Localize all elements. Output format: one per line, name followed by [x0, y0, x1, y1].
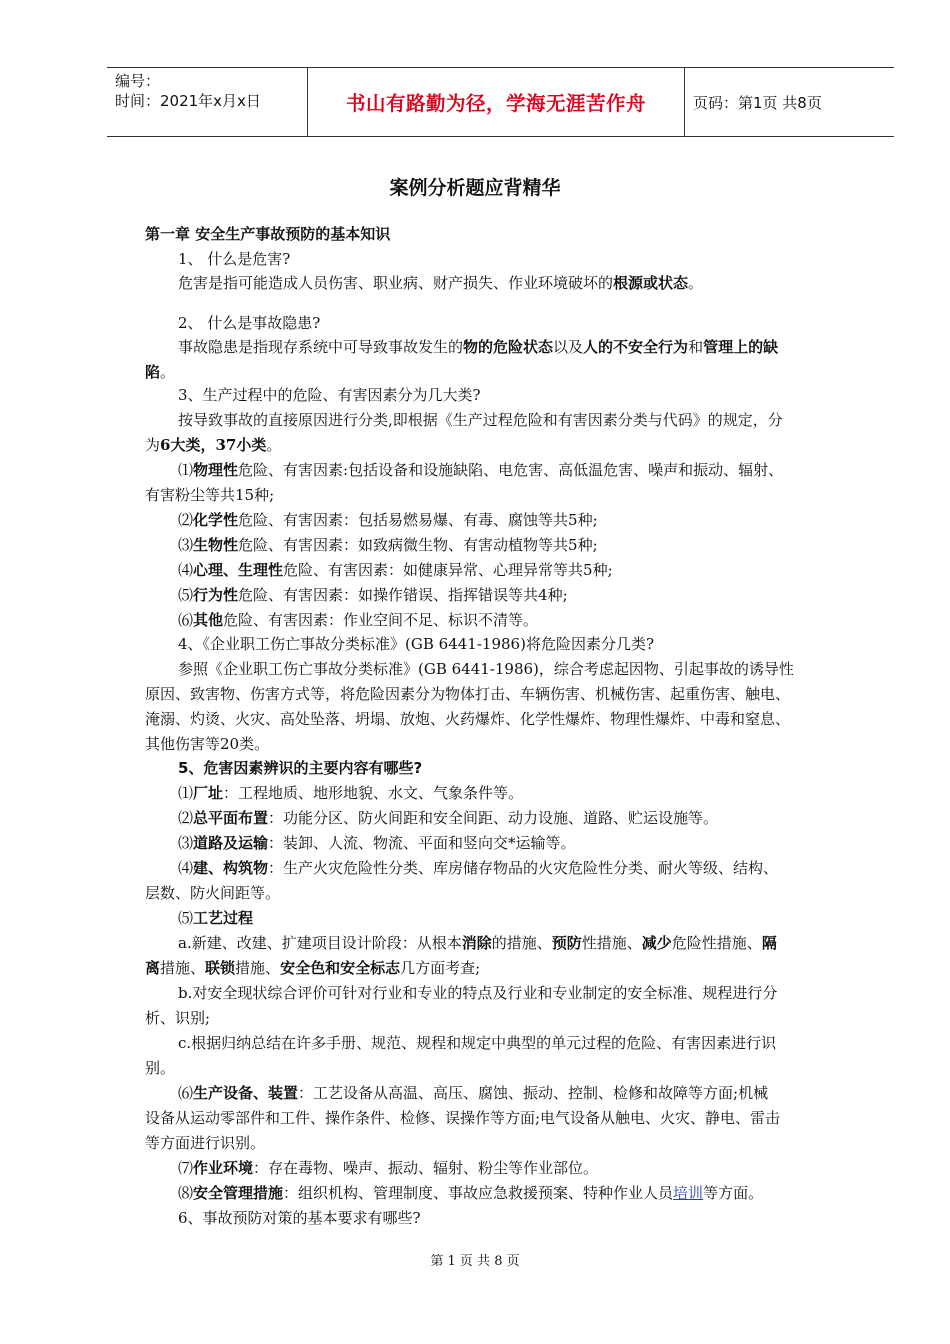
paragraph-line: 有害粉尘等共15种;: [145, 486, 275, 504]
page-title: 案例分析题应背精华: [389, 177, 561, 199]
header-page-cell: [685, 68, 894, 136]
paragraph-line: 原因、致害物、伤害方式等，将危险因素分为物体打击、车辆伤害、机械伤害、起重伤害、触电、: [145, 685, 791, 703]
number-label: 编号：: [115, 72, 161, 90]
list-item: ⑶道路及运输：装卸、人流、物流、平面和竖向交*运输等。: [178, 834, 576, 852]
paragraph-line: 离措施、联锁措施、安全色和安全标志几方面考查;: [145, 959, 481, 977]
list-item: ⑴物理性危险、有害因素:包括设备和设施缺陷、电危害、高低温危害、噪声和振动、辐射、: [178, 461, 784, 479]
paragraph-line: 层数、防火间距等。: [145, 884, 281, 902]
paragraph-line: 按导致事故的直接原因进行分类,即根据《生产过程危险和有害因素分类与代码》的规定，分: [178, 411, 783, 429]
page-footer: 第 1 页 共 8 页: [430, 1254, 520, 1269]
header-meta-cell: [107, 68, 308, 136]
document-header: [107, 67, 894, 137]
list-item: ⑹其他危险、有害因素：作业空间不足、标识不清等。: [178, 611, 539, 629]
paragraph-line: 等方面进行识别。: [145, 1134, 266, 1152]
list-item: ⑷心理、生理性危险、有害因素：如健康异常、心理异常等共5种;: [178, 561, 613, 579]
paragraph-line: 参照《企业职工伤亡事故分类标准》(GB 6441-1986)，综合考虑起因物、引起事故的诱导性: [178, 660, 794, 678]
paragraph-line: 析、识别;: [145, 1009, 211, 1027]
list-item: ⑸行为性危险、有害因素：如操作错误、指挥错误等共4种;: [178, 586, 568, 604]
paragraph-line: b.对安全现状综合评价可针对行业和专业的特点及行业和专业制定的安全标准、规程进行分: [178, 984, 778, 1002]
list-item: ⑸工艺过程: [178, 909, 254, 927]
paragraph-line: 设备从运动零部件和工件、操作条件、检修、误操作等方面;电气设备从触电、火灾、静电、雷击: [145, 1109, 781, 1127]
header-motto-cell: [308, 68, 685, 136]
list-item: ⑶生物性危险、有害因素：如致病微生物、有害动植物等共5种;: [178, 536, 598, 554]
paragraph-line: 陷。: [145, 363, 176, 381]
paragraph-line: 别。: [145, 1059, 176, 1077]
question-2: 2、 什么是事故隐患?: [178, 314, 321, 332]
training-link[interactable]: 培训: [673, 1184, 704, 1202]
page-info: 页码：第1页 共8页: [693, 93, 822, 112]
list-item: ⑻安全管理措施：组织机构、管理制度、事故应急救援预案、特种作业人员培训等方面。: [178, 1184, 764, 1202]
list-item: ⑵总平面布置：功能分区、防火间距和安全间距、动力设施、道路、贮运设施等。: [178, 809, 719, 827]
motto: 书山有路勤为径，学海无涯苦作舟: [345, 92, 646, 115]
paragraph-line: c.根据归纳总结在许多手册、规范、规程和规定中典型的单元过程的危险、有害因素进行识: [178, 1034, 777, 1052]
paragraph-line: 危害是指可能造成人员伤害、职业病、财产损失、作业环境破坏的根源或状态。: [178, 274, 704, 292]
paragraph-line: 其他伤害等20类。: [145, 735, 270, 753]
question-4: 4、《企业职工伤亡事故分类标准》(GB 6441-1986)将危险因素分几类?: [178, 635, 654, 653]
list-item: ⑹生产设备、装置：工艺设备从高温、高压、腐蚀、振动、控制、检修和故障等方面;机械: [178, 1084, 769, 1102]
date-line: 时间：2021年x月x日: [115, 92, 261, 110]
paragraph-line: a.新建、改建、扩建项目设计阶段：从根本消除的措施、预防性措施、减少危险性措施、隔: [178, 934, 777, 952]
question-1: 1、 什么是危害?: [178, 250, 291, 268]
list-item: ⑴厂址：工程地质、地形地貌、水文、气象条件等。: [178, 784, 524, 802]
chapter-heading: 第一章 安全生产事故预防的基本知识: [145, 225, 391, 243]
question-5: 5、危害因素辨识的主要内容有哪些?: [178, 759, 423, 777]
paragraph-line: 淹溺、灼烫、火灾、高处坠落、坍塌、放炮、火药爆炸、化学性爆炸、物理性爆炸、中毒和窒息、: [145, 710, 791, 728]
paragraph-line: 事故隐患是指现存系统中可导致事故发生的物的危险状态以及人的不安全行为和管理上的缺: [178, 338, 779, 356]
list-item: ⑷建、构筑物：生产火灾危险性分类、库房储存物品的火灾危险性分类、耐火等级、结构、: [178, 859, 779, 877]
list-item: ⑺作业环境：存在毒物、噪声、振动、辐射、粉尘等作业部位。: [178, 1159, 599, 1177]
question-6: 6、事故预防对策的基本要求有哪些?: [178, 1209, 421, 1227]
question-3: 3、生产过程中的危险、有害因素分为几大类?: [178, 386, 481, 404]
paragraph-line: 为6大类，37小类。: [145, 436, 282, 454]
list-item: ⑵化学性危险、有害因素：包括易燃易爆、有毒、腐蚀等共5种;: [178, 511, 598, 529]
